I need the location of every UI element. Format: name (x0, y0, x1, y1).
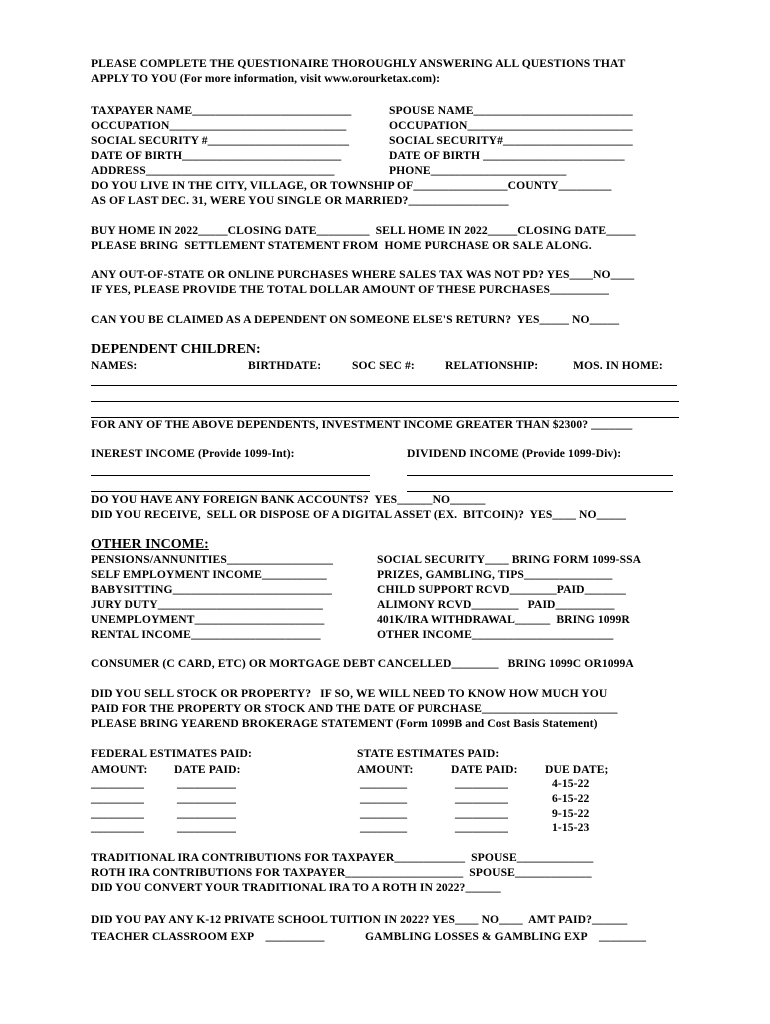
state-amount-blank[interactable]: ________ (360, 792, 408, 805)
state-amount-header: AMOUNT: (357, 763, 414, 776)
stock-line-2[interactable]: PAID FOR THE PROPERTY OR STOCK AND THE DATE OF PURCHASE_______________________ (91, 702, 618, 715)
federal-amount-blank[interactable]: _________ (91, 821, 145, 834)
dependents-col-relationship: RELATIONSHIP: (445, 359, 539, 372)
stock-line-1: DID YOU SELL STOCK OR PROPERTY? IF SO, WE WILL NEED TO KNOW HOW MUCH YOU (91, 687, 608, 700)
due-date-value: 4-15-22 (552, 777, 590, 790)
sales-tax-line-2[interactable]: IF YES, PLEASE PROVIDE THE TOTAL DOLLAR AMOUNT OF THESE PURCHASES__________ (91, 283, 610, 296)
other-income-left-item[interactable]: UNEMPLOYMENT______________________ (91, 613, 325, 626)
home-line-1[interactable]: BUY HOME IN 2022_____CLOSING DATE_________ SELL HOME IN 2022_____CLOSING DATE_____ (91, 224, 636, 237)
federal-amount-blank[interactable]: _________ (91, 792, 145, 805)
state-date-blank[interactable]: _________ (455, 821, 509, 834)
due-date-value: 6-15-22 (552, 792, 590, 805)
address-field[interactable]: ADDRESS________________________________ (91, 164, 335, 177)
home-line-2: PLEASE BRING SETTLEMENT STATEMENT FROM HOME PURCHASE OR SALE ALONG. (91, 239, 592, 252)
dependent-row-line[interactable] (91, 385, 677, 386)
other-income-left-item[interactable]: BABYSITTING___________________________ (91, 583, 332, 596)
other-income-left-item[interactable]: JURY DUTY____________________________ (91, 598, 323, 611)
state-date-blank[interactable]: _________ (455, 807, 509, 820)
intro-line-2: APPLY TO YOU (For more information, visit www.orourketax.com): (91, 72, 441, 85)
spouse-name-field[interactable]: SPOUSE NAME___________________________ (389, 104, 633, 117)
spouse-occupation-field[interactable]: OCCUPATION____________________________ (389, 119, 633, 132)
phone-field[interactable]: PHONE_______________________ (389, 164, 567, 177)
interest-income-line[interactable] (91, 475, 370, 476)
due-date-value: 9-15-22 (552, 807, 590, 820)
claimed-dependent-question[interactable]: CAN YOU BE CLAIMED AS A DEPENDENT ON SOMEONE ELSE'S RETURN? YES_____ NO_____ (91, 313, 620, 326)
federal-date-blank[interactable]: __________ (177, 777, 236, 790)
digital-asset-question[interactable]: DID YOU RECEIVE, SELL OR DISPOSE OF A DIGITAL ASSET (EX. BITCOIN)? YES____ NO_____ (91, 508, 627, 521)
taxpayer-name-field[interactable]: TAXPAYER NAME___________________________ (91, 104, 352, 117)
dependent-row-line[interactable] (91, 401, 679, 402)
federal-date-paid-header: DATE PAID: (174, 763, 241, 776)
state-amount-blank[interactable]: ________ (360, 777, 408, 790)
dividend-income-line[interactable] (407, 491, 673, 492)
taxpayer-ssn-field[interactable]: SOCIAL SECURITY #________________________ (91, 134, 350, 147)
dependents-heading: DEPENDENT CHILDREN: (91, 342, 261, 357)
dividend-income-line[interactable] (407, 475, 673, 476)
state-date-paid-header: DATE PAID: (451, 763, 518, 776)
state-amount-blank[interactable]: ________ (360, 807, 408, 820)
state-date-blank[interactable]: _________ (455, 777, 509, 790)
other-income-right-item[interactable]: ALIMONY RCVD________ PAID__________ (377, 598, 615, 611)
federal-estimates-label: FEDERAL ESTIMATES PAID: (91, 747, 252, 760)
taxpayer-dob-field[interactable]: DATE OF BIRTH___________________________ (91, 149, 342, 162)
dependents-col-soc: SOC SEC #: (352, 359, 415, 372)
other-income-right-item[interactable]: OTHER INCOME________________________ (377, 628, 614, 641)
state-estimates-label: STATE ESTIMATES PAID: (357, 747, 500, 760)
dependents-col-names: NAMES: (91, 359, 138, 372)
state-amount-blank[interactable]: ________ (360, 821, 408, 834)
foreign-accounts-question[interactable]: DO YOU HAVE ANY FOREIGN BANK ACCOUNTS? YES______NO______ (91, 493, 486, 506)
other-income-left-item[interactable]: SELF EMPLOYMENT INCOME___________ (91, 568, 327, 581)
k12-tuition-line[interactable]: DID YOU PAY ANY K-12 PRIVATE SCHOOL TUITION IN 2022? YES____ NO____ AMT PAID?______ (91, 913, 628, 926)
federal-date-blank[interactable]: __________ (177, 807, 236, 820)
dependent-investment-question[interactable]: FOR ANY OF THE ABOVE DEPENDENTS, INVESTMENT INCOME GREATER THAN $2300? _______ (91, 418, 633, 431)
traditional-ira-line[interactable]: TRADITIONAL IRA CONTRIBUTIONS FOR TAXPAYER____________ SPOUSE_____________ (91, 851, 594, 864)
due-date-header: DUE DATE; (545, 763, 609, 776)
other-income-right-item[interactable]: CHILD SUPPORT RCVD________PAID_______ (377, 583, 626, 596)
sales-tax-line-1[interactable]: ANY OUT-OF-STATE OR ONLINE PURCHASES WHERE SALES TAX WAS NOT PD? YES____NO____ (91, 268, 635, 281)
interest-income-label: INEREST INCOME (Provide 1099-Int): (91, 447, 295, 460)
dependents-col-mos: MOS. IN HOME: (573, 359, 663, 372)
intro-line-1: PLEASE COMPLETE THE QUESTIONAIRE THOROUGHLY ANSWERING ALL QUESTIONS THAT (91, 57, 626, 70)
residence-line-2[interactable]: AS OF LAST DEC. 31, WERE YOU SINGLE OR MARRIED?_________________ (91, 194, 509, 207)
federal-amount-blank[interactable]: _________ (91, 807, 145, 820)
other-income-left-item[interactable]: PENSIONS/ANNUNITIES__________________ (91, 553, 334, 566)
interest-income-line[interactable] (91, 491, 370, 492)
roth-conversion-line[interactable]: DID YOU CONVERT YOUR TRADITIONAL IRA TO A ROTH IN 2022?______ (91, 881, 501, 894)
residence-line-1[interactable]: DO YOU LIVE IN THE CITY, VILLAGE, OR TOWNSHIP OF________________COUNTY_________ (91, 179, 612, 192)
other-income-heading: OTHER INCOME: (91, 537, 209, 552)
federal-amount-blank[interactable]: _________ (91, 777, 145, 790)
spouse-dob-field[interactable]: DATE OF BIRTH ________________________ (389, 149, 625, 162)
teacher-classroom-exp[interactable]: TEACHER CLASSROOM EXP __________ (91, 930, 325, 943)
state-date-blank[interactable]: _________ (455, 792, 509, 805)
other-income-left-item[interactable]: RENTAL INCOME______________________ (91, 628, 321, 641)
stock-line-3: PLEASE BRING YEAREND BROKERAGE STATEMENT (Form 1099B and Cost Basis Statement) (91, 717, 598, 730)
federal-amount-header: AMOUNT: (91, 763, 148, 776)
gambling-losses-exp[interactable]: GAMBLING LOSSES & GAMBLING EXP ________ (365, 930, 647, 943)
due-date-value: 1-15-23 (552, 821, 590, 834)
federal-date-blank[interactable]: __________ (177, 821, 236, 834)
federal-date-blank[interactable]: __________ (177, 792, 236, 805)
spouse-ssn-field[interactable]: SOCIAL SECURITY#______________________ (389, 134, 633, 147)
roth-ira-line[interactable]: ROTH IRA CONTRIBUTIONS FOR TAXPAYER____________________ SPOUSE_____________ (91, 866, 592, 879)
other-income-right-item[interactable]: SOCIAL SECURITY____ BRING FORM 1099-SSA (377, 553, 642, 566)
dependents-col-birthdate: BIRTHDATE: (248, 359, 322, 372)
taxpayer-occupation-field[interactable]: OCCUPATION______________________________ (91, 119, 347, 132)
debt-cancelled-line[interactable]: CONSUMER (C CARD, ETC) OR MORTGAGE DEBT CANCELLED________ BRING 1099C OR1099A (91, 657, 634, 670)
dividend-income-label: DIVIDEND INCOME (Provide 1099-Div): (407, 447, 622, 460)
other-income-right-item[interactable]: PRIZES, GAMBLING, TIPS_______________ (377, 568, 613, 581)
other-income-right-item[interactable]: 401K/IRA WITHDRAWAL______ BRING 1099R (377, 613, 630, 626)
